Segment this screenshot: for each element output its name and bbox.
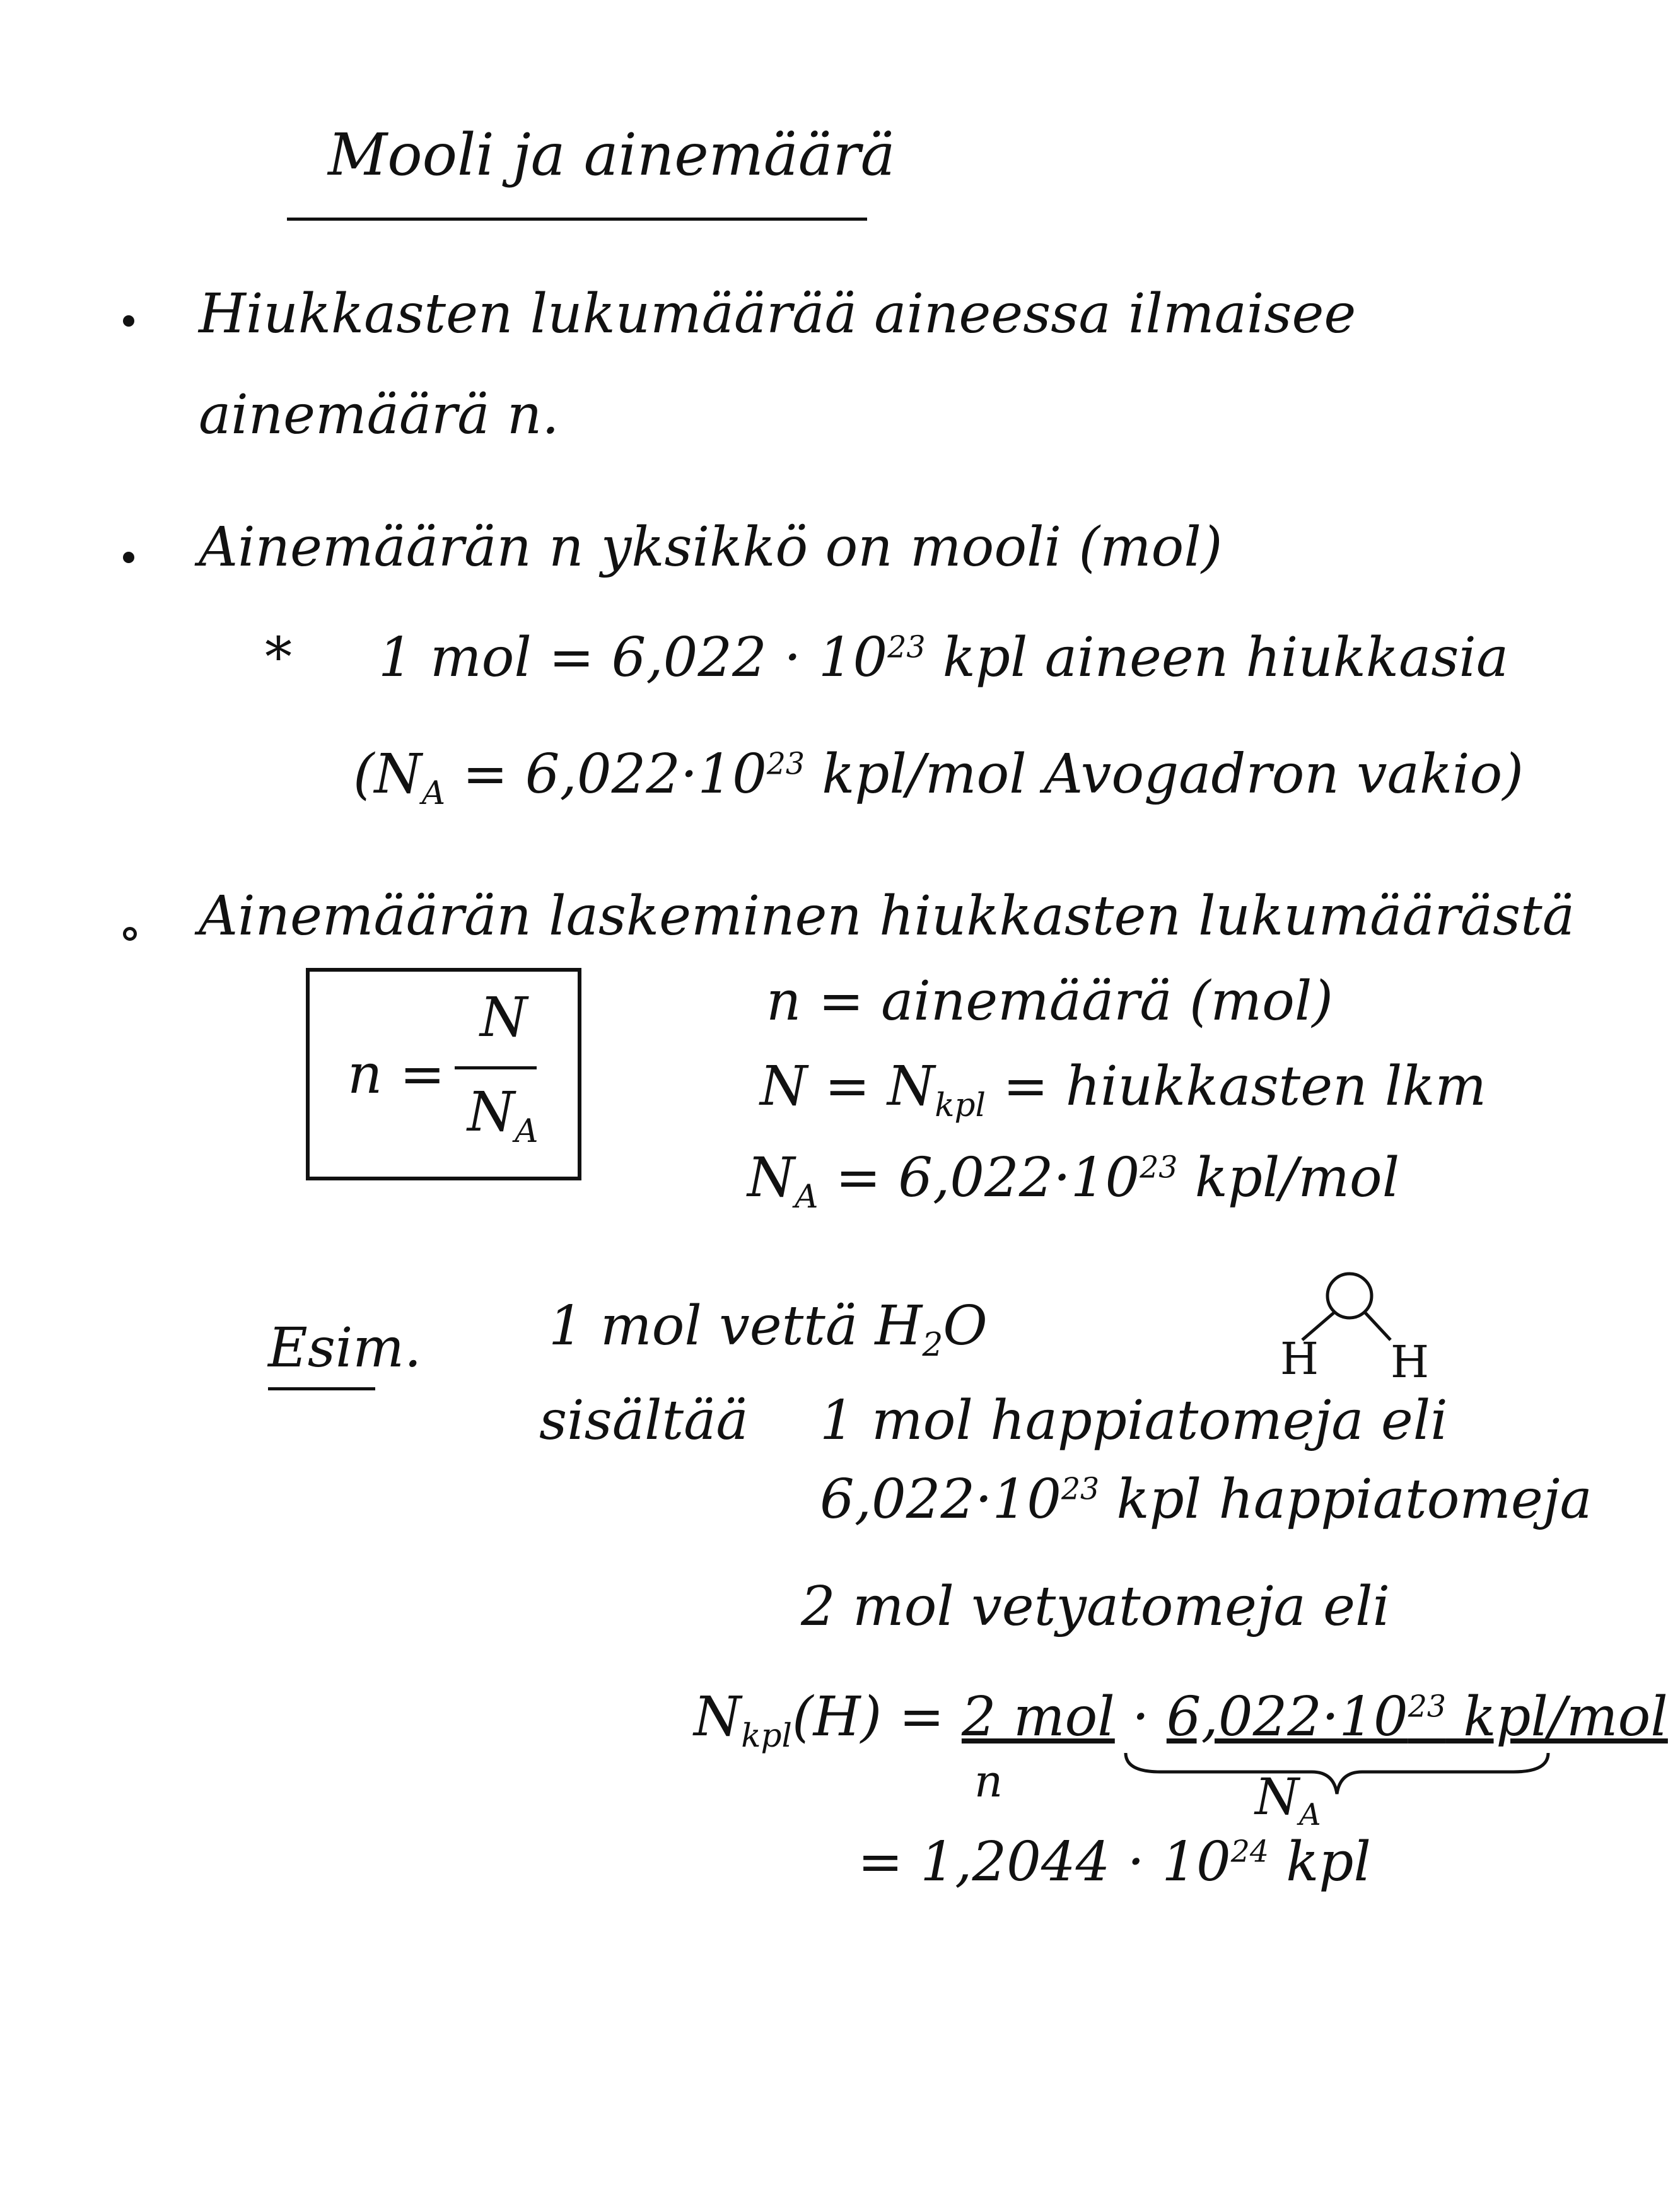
example-contains: sisältää xyxy=(539,1389,749,1452)
formula-numerator: N xyxy=(480,986,528,1049)
brace-label-n: n xyxy=(974,1755,1003,1807)
star-marker: * xyxy=(265,626,292,689)
result-exponent: 24 xyxy=(1230,1834,1269,1870)
title-underline xyxy=(287,218,867,221)
calc-dot: · xyxy=(1114,1685,1167,1749)
definition-NA xyxy=(747,1146,1400,1216)
molecule-H-left: H xyxy=(1280,1333,1319,1385)
bullet-dot xyxy=(123,552,134,563)
example-water xyxy=(549,1295,988,1365)
calc-moles: 2 mol xyxy=(961,1685,1115,1749)
calc-mid: (H) = xyxy=(792,1685,962,1749)
avogadro-sub: A xyxy=(421,774,446,813)
bullet-dot xyxy=(123,927,137,941)
calculation-line xyxy=(694,1685,1668,1755)
example-water-right: O xyxy=(943,1295,988,1358)
calc-na-left: 6,022·10 xyxy=(1166,1685,1408,1749)
page-title: Mooli ja ainemäärä xyxy=(328,121,895,189)
mol-definition-left: 1 mol = 6,022 · 10 xyxy=(378,626,888,689)
definition-NA-sub: A xyxy=(795,1178,819,1216)
formula-denominator xyxy=(467,1081,539,1151)
water-molecule-sketch xyxy=(1255,1261,1444,1390)
example-water-sub: 2 xyxy=(922,1326,943,1365)
definition-NA-left: N xyxy=(747,1146,795,1209)
bullet1-line1: Hiukkasten lukumäärää aineessa ilmaisee xyxy=(199,282,1356,346)
brace-label-NA xyxy=(1255,1767,1321,1832)
avogadro-constant xyxy=(353,743,1524,813)
example-water-left: 1 mol vettä H xyxy=(549,1295,923,1358)
brace-NA-N: N xyxy=(1255,1767,1299,1826)
molecule-H-right: H xyxy=(1391,1336,1430,1388)
formula-denominator-sub: A xyxy=(515,1112,539,1151)
bullet1-line2: ainemäärä n. xyxy=(199,383,559,446)
calc-avogadro xyxy=(1167,1685,1668,1749)
calc-left: N xyxy=(694,1685,742,1749)
example-label: Esim. xyxy=(268,1317,422,1380)
example-oxygen-line2 xyxy=(820,1468,1592,1531)
definition-NA-mid: = 6,022·10 xyxy=(818,1146,1140,1209)
calc-na-right: kpl/mol xyxy=(1445,1685,1668,1749)
calc-na-exponent: 23 xyxy=(1408,1689,1446,1725)
calculation-result xyxy=(858,1831,1371,1894)
curly-brace xyxy=(1123,1747,1551,1797)
result-right: kpl xyxy=(1268,1831,1371,1894)
example-oxygen-line1: 1 mol happiatomeja eli xyxy=(820,1389,1448,1452)
avogadro-end: kpl/mol Avogadron vakio) xyxy=(804,743,1524,806)
definition-N-sub: kpl xyxy=(935,1086,986,1125)
mol-definition-right: kpl aineen hiukkasia xyxy=(942,626,1509,689)
definition-n: n = ainemäärä (mol) xyxy=(766,970,1333,1033)
mol-definition-exponent: 23 xyxy=(887,630,926,665)
formula-lhs: n = xyxy=(347,1043,445,1106)
brace-NA-sub: A xyxy=(1299,1797,1321,1832)
avogadro-exponent: 23 xyxy=(766,747,805,782)
definition-N-left: N = N xyxy=(760,1055,935,1118)
bullet2-line1: Ainemäärän n yksikkö on mooli (mol) xyxy=(199,516,1223,579)
avogadro-mid: = 6,022·10 xyxy=(445,743,767,806)
bullet3-line1: Ainemäärän laskeminen hiukkasten lukumäärästä xyxy=(199,885,1575,948)
bullet-dot xyxy=(123,315,134,327)
example-hydrogen-line: 2 mol vetyatomeja eli xyxy=(801,1575,1391,1638)
formula-denominator-N: N xyxy=(467,1081,515,1144)
avogadro-open: (N xyxy=(353,743,422,806)
mol-definition xyxy=(378,626,1509,689)
definition-NA-exponent: 23 xyxy=(1140,1150,1178,1185)
formula-box xyxy=(306,968,581,1180)
example-oxygen-line2-right: kpl happiatomeja xyxy=(1099,1468,1592,1531)
definition-N xyxy=(760,1055,1487,1125)
example-label-underline xyxy=(268,1387,375,1390)
definition-N-right: = hiukkasten lkm xyxy=(986,1055,1487,1118)
result-left: = 1,2044 · 10 xyxy=(858,1831,1231,1894)
definition-NA-right: kpl/mol xyxy=(1177,1146,1400,1209)
example-oxygen-line2-left: 6,022·10 xyxy=(820,1468,1061,1531)
example-oxygen-line2-exponent: 23 xyxy=(1061,1472,1100,1507)
calc-sub: kpl xyxy=(741,1717,793,1755)
fraction-line xyxy=(455,1066,537,1069)
